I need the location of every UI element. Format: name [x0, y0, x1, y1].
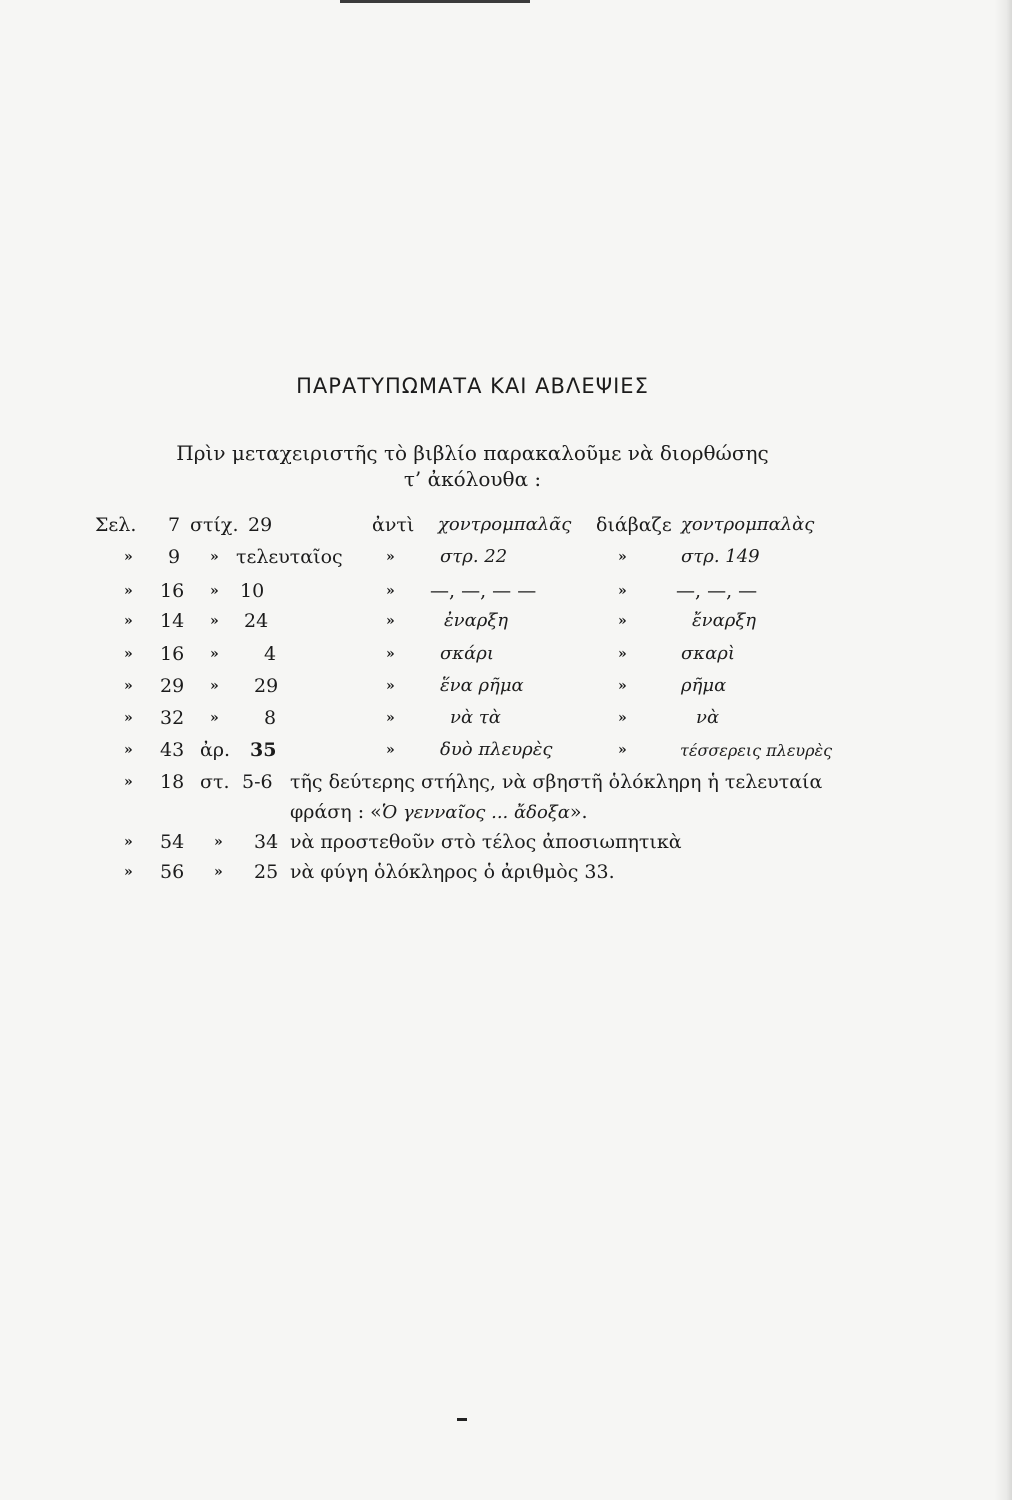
- ditto-mark: »: [124, 710, 133, 726]
- ditto-mark: »: [618, 613, 627, 629]
- ditto-mark: »: [210, 549, 219, 565]
- line-number: 24: [244, 610, 269, 632]
- ditto-mark: »: [124, 742, 133, 758]
- page-number: 18: [160, 771, 185, 793]
- wrong-text: νὰ τὰ: [450, 707, 501, 728]
- line-label: στίχ.: [190, 514, 239, 536]
- correct-text: τέσσερεις πλευρὲς: [680, 741, 833, 760]
- ditto-mark: »: [210, 583, 219, 599]
- note-continuation-text: [290, 801, 588, 823]
- line-number: 25: [254, 861, 279, 883]
- number-label: ἀρ.: [200, 739, 231, 761]
- ditto-mark: »: [124, 613, 133, 629]
- line-number: τελευταῖος: [236, 546, 343, 568]
- read-label: διάβαζε: [596, 514, 672, 536]
- correct-text: ἔναρξη: [692, 610, 757, 631]
- errata-row: [0, 514, 1012, 544]
- page-title: ΠΑΡΑΤΥΠΩΜΑΤΑ ΚΑΙ ΑΒΛΕΨΙΕΣ: [296, 374, 649, 398]
- page-number: 43: [160, 739, 185, 761]
- errata-note-row: [0, 831, 1012, 861]
- page-label: Σελ.: [95, 514, 137, 536]
- line-number: 35: [250, 739, 277, 761]
- intro-line-1: Πρὶν μεταχειριστῆς τὸ βιβλίο παρακαλοῦμε νὰ διορθώσης: [176, 441, 769, 465]
- errata-row: [0, 739, 1012, 769]
- errata-note-row: [0, 861, 1012, 891]
- ditto-mark: »: [214, 864, 223, 880]
- wrong-text: σκάρι: [440, 643, 494, 664]
- errata-row: [0, 675, 1012, 705]
- ditto-mark: »: [210, 646, 219, 662]
- wrong-text: —, —, — —: [430, 580, 537, 602]
- errata-row: [0, 643, 1012, 673]
- page-number: 29: [160, 675, 185, 697]
- ditto-mark: »: [210, 710, 219, 726]
- ditto-mark: »: [124, 646, 133, 662]
- correct-text: σκαρὶ: [681, 643, 735, 664]
- ditto-mark: »: [386, 646, 395, 662]
- ditto-mark: »: [124, 834, 133, 850]
- ditto-mark: »: [618, 710, 627, 726]
- errata-note-continuation: [0, 801, 1012, 831]
- page-number: 16: [160, 643, 185, 665]
- ditto-mark: »: [618, 583, 627, 599]
- errata-row: [0, 546, 1012, 576]
- correct-text: ρῆμα: [681, 675, 727, 696]
- correct-text: νὰ: [696, 707, 720, 728]
- line-number: 4: [264, 643, 277, 665]
- note-continuation-prefix: φράση : «: [290, 801, 382, 823]
- ditto-mark: »: [124, 864, 133, 880]
- ditto-mark: »: [618, 549, 627, 565]
- page-top-edge-mark: [340, 0, 530, 3]
- wrong-text: ἕνα ρῆμα: [440, 675, 524, 696]
- errata-row: [0, 610, 1012, 640]
- errata-row: [0, 580, 1012, 610]
- errata-row: [0, 707, 1012, 737]
- line-number: 10: [240, 580, 265, 602]
- ditto-mark: »: [124, 774, 133, 790]
- note-text: τῆς δεύτερης στήλης, νὰ σβηστῆ ὁλόκληρη ἡ τελευταία: [290, 771, 823, 793]
- bottom-dash-mark: [457, 1418, 467, 1421]
- ditto-mark: »: [386, 613, 395, 629]
- ditto-mark: »: [386, 742, 395, 758]
- page-number: 14: [160, 610, 185, 632]
- note-text: νὰ προστεθοῦν στὸ τέλος ἀποσιωπητικὰ: [290, 831, 682, 853]
- line-number: 5-6: [242, 771, 273, 793]
- ditto-mark: »: [618, 678, 627, 694]
- line-number: 29: [254, 675, 279, 697]
- wrong-text: δυὸ πλευρὲς: [440, 739, 553, 760]
- line-label: στ.: [200, 771, 230, 793]
- ditto-mark: »: [124, 678, 133, 694]
- intro-line-2: τ’ ἀκόλουθα :: [403, 467, 542, 491]
- wrong-text: χοντρομπαλᾶς: [438, 514, 572, 535]
- line-number: 34: [254, 831, 279, 853]
- page-number: 7: [168, 514, 181, 536]
- page-number: 54: [160, 831, 185, 853]
- errata-note-row: [0, 771, 1012, 801]
- ditto-mark: »: [386, 549, 395, 565]
- note-continuation-italic: Ὁ γενναῖος ... ἄδοξα: [381, 802, 570, 823]
- wrong-text: ἐναρξη: [444, 610, 509, 631]
- ditto-mark: »: [386, 583, 395, 599]
- correct-text: —, —, —: [676, 580, 758, 602]
- correct-text: χοντρομπαλὰς: [681, 514, 815, 535]
- ditto-mark: »: [124, 549, 133, 565]
- page-number: 9: [168, 546, 181, 568]
- ditto-mark: »: [124, 583, 133, 599]
- ditto-mark: »: [618, 646, 627, 662]
- page-number: 56: [160, 861, 185, 883]
- ditto-mark: »: [214, 834, 223, 850]
- note-continuation-suffix: ».: [569, 801, 588, 823]
- ditto-mark: »: [210, 613, 219, 629]
- wrong-text: στρ. 22: [440, 546, 508, 567]
- page-number: 16: [160, 580, 185, 602]
- line-number: 8: [264, 707, 277, 729]
- page-number: 32: [160, 707, 185, 729]
- correct-text: στρ. 149: [681, 546, 760, 567]
- line-number: 29: [248, 514, 273, 536]
- note-text: νὰ φύγη ὁλόκληρος ὁ ἀριθμὸς 33.: [290, 861, 615, 883]
- instead-label: ἀντὶ: [372, 514, 415, 536]
- ditto-mark: »: [618, 742, 627, 758]
- ditto-mark: »: [210, 678, 219, 694]
- ditto-mark: »: [386, 678, 395, 694]
- ditto-mark: »: [386, 710, 395, 726]
